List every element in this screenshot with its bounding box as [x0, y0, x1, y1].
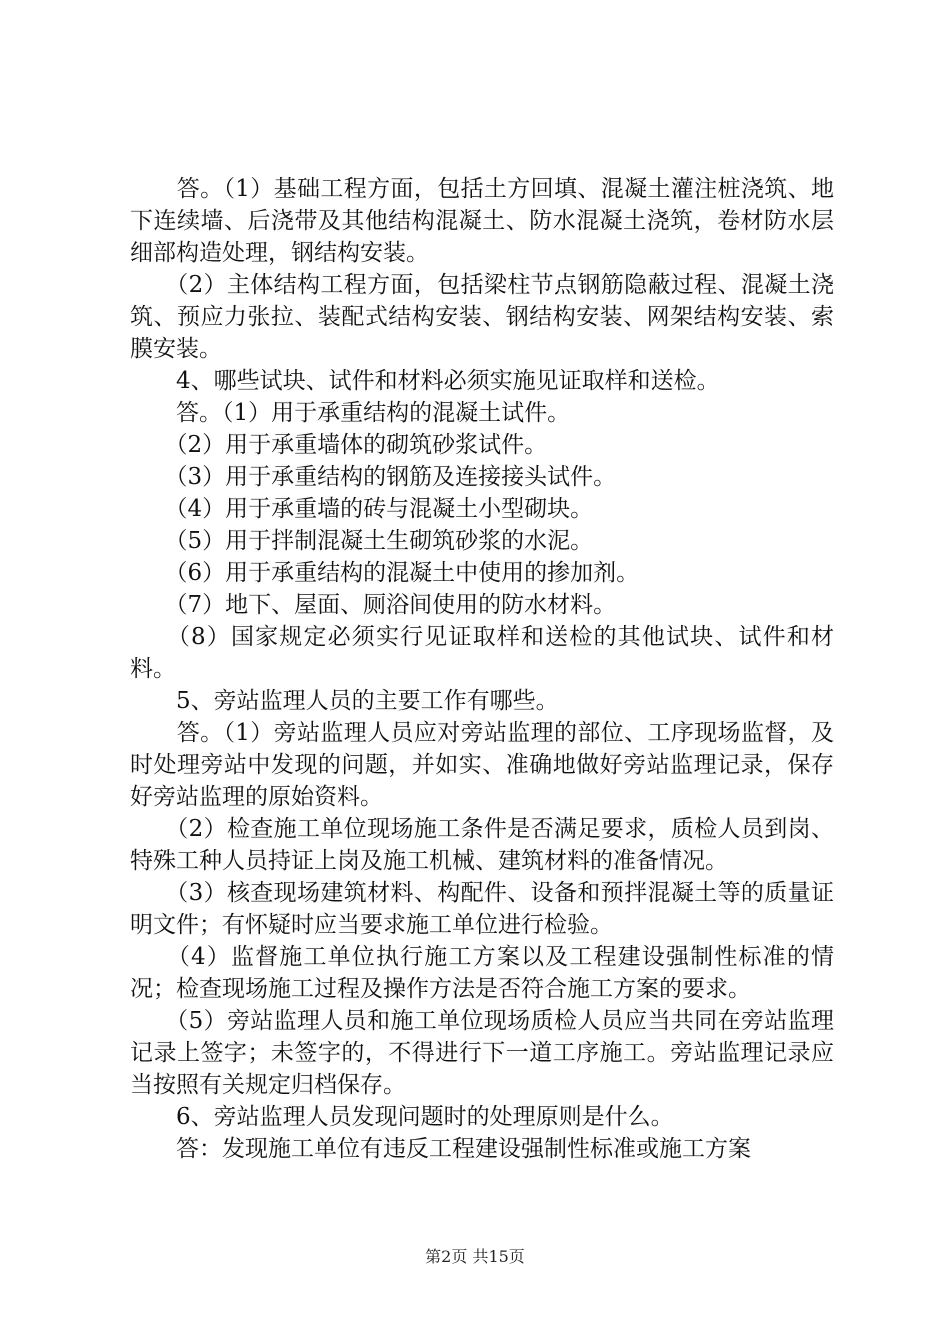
paragraph: 答：发现施工单位有违反工程建设强制性标准或施工方案	[130, 1136, 751, 1162]
document-body	[130, 173, 834, 1165]
paragraph: （3）用于承重结构的钢筋及连接接头试件。	[130, 464, 617, 490]
page-number-footer: 第2页 共15页	[425, 1247, 525, 1266]
question-heading: 4、哪些试块、试件和材料必须实施见证取样和送检。	[130, 368, 720, 394]
question-heading: 5、旁站监理人员的主要工作有哪些。	[130, 688, 559, 714]
paragraph: （7）地下、屋面、厕浴间使用的防水材料。	[130, 592, 617, 618]
paragraph: （5）旁站监理人员和施工单位现场质检人员应当共同在旁站监理记录上签字；未签字的，不得进行下一道工序施工。旁站监理记录应当按照有关规定归档保存。	[130, 1008, 834, 1098]
paragraph: （5）用于拌制混凝土生砌筑砂浆的水泥。	[130, 528, 594, 554]
paragraph: （4）监督施工单位执行施工方案以及工程建设强制性标准的情况；检查现场施工过程及操作方法是否符合施工方案的要求。	[130, 944, 834, 1002]
paragraph: （8）国家规定必须实行见证取样和送检的其他试块、试件和材料。	[130, 624, 834, 682]
paragraph: （2）主体结构工程方面，包括梁柱节点钢筋隐蔽过程、混凝土浇筑、预应力张拉、装配式结构安装、钢结构安装、网架结构安装、索膜安装。	[130, 272, 834, 362]
paragraph: 答。（1）旁站监理人员应对旁站监理的部位、工序现场监督，及时处理旁站中发现的问题，并如实、准确地做好旁站监理记录，保存好旁站监理的原始资料。	[130, 720, 834, 810]
paragraph: 答。（1）基础工程方面，包括土方回填、混凝土灌注桩浇筑、地下连续墙、后浇带及其他结构混凝土、防水混凝土浇筑，卷材防水层细部构造处理，钢结构安装。	[130, 176, 834, 266]
paragraph: （4）用于承重墙的砖与混凝土小型砌块。	[130, 496, 594, 522]
paragraph: （2）用于承重墙体的砌筑砂浆试件。	[130, 432, 548, 458]
paragraph: （6）用于承重结构的混凝土中使用的掺加剂。	[130, 560, 640, 586]
question-heading: 6、旁站监理人员发现问题时的处理原则是什么。	[130, 1104, 674, 1130]
paragraph: （3）核查现场建筑材料、构配件、设备和预拌混凝土等的质量证明文件；有怀疑时应当要求施工单位进行检验。	[130, 880, 834, 938]
paragraph: 答。（1）用于承重结构的混凝土试件。	[130, 400, 571, 426]
paragraph: （2）检查施工单位现场施工条件是否满足要求，质检人员到岗、特殊工种人员持证上岗及施工机械、建筑材料的准备情况。	[130, 816, 834, 874]
